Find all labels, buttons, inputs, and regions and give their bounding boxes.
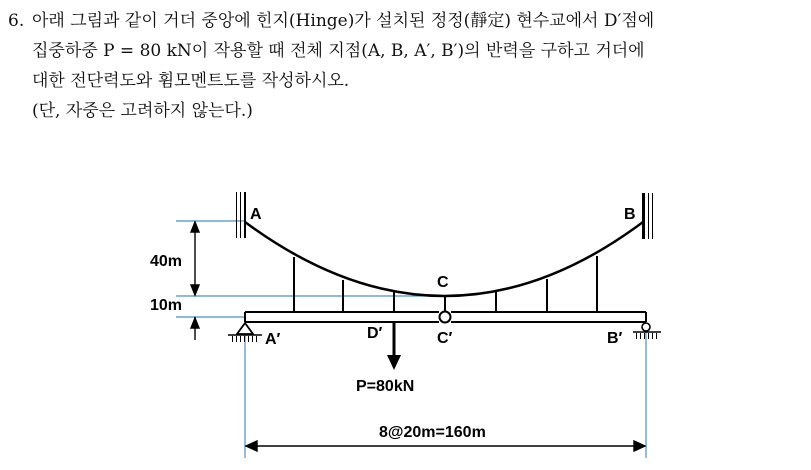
dim-sag-label: 40m bbox=[150, 253, 183, 270]
load-arrow-head bbox=[387, 355, 401, 370]
support-A-prime-icon bbox=[228, 323, 262, 342]
problem-line-2: 집중하중 P = 80 kN이 작용할 때 전체 지점(A, B, A′, B′)의 반력을 구하고 거더에 bbox=[32, 41, 645, 61]
load-label: P=80kN bbox=[356, 378, 415, 395]
pin-support-hatch bbox=[230, 336, 260, 342]
pin-support-triangle bbox=[237, 323, 253, 334]
hinge-icon bbox=[440, 312, 451, 323]
label-A-prime: A′ bbox=[265, 331, 281, 348]
label-C: C bbox=[437, 274, 449, 291]
problem-line-3: 대한 전단력도와 휨모멘트도를 작성하시오. bbox=[32, 71, 350, 91]
anchor-B bbox=[643, 193, 654, 239]
sag-arrow-bottom bbox=[191, 285, 199, 295]
span-arrow-right bbox=[634, 441, 645, 451]
label-A: A bbox=[250, 206, 262, 223]
roller-support-hatch bbox=[634, 333, 660, 339]
label-C-prime: C′ bbox=[437, 330, 453, 347]
support-B-prime-icon bbox=[633, 323, 661, 339]
sag-arrow-top bbox=[191, 222, 199, 232]
load-arrow bbox=[387, 322, 401, 370]
span-label: 8@20m=160m bbox=[379, 424, 486, 441]
anchor-B-hatch bbox=[643, 193, 654, 239]
anchor-A bbox=[234, 192, 245, 238]
gap-arrow bbox=[191, 318, 199, 328]
label-B: B bbox=[624, 206, 636, 223]
problem-number: 6. bbox=[8, 11, 25, 31]
problem-line-4: (단, 자중은 고려하지 않는다.) bbox=[32, 101, 253, 121]
label-D-prime: D′ bbox=[367, 325, 383, 342]
anchor-A-hatch bbox=[234, 192, 245, 238]
label-B-prime: B′ bbox=[607, 330, 623, 347]
problem-text-1: 아래 그림과 같이 거더 중앙에 힌지(Hinge)가 설치된 정정(靜定) 현수교에서 D′점에 bbox=[32, 11, 655, 31]
roller-icon bbox=[642, 323, 650, 331]
dim-gap-label: 10m bbox=[150, 297, 183, 314]
span-arrow-left bbox=[246, 441, 257, 451]
